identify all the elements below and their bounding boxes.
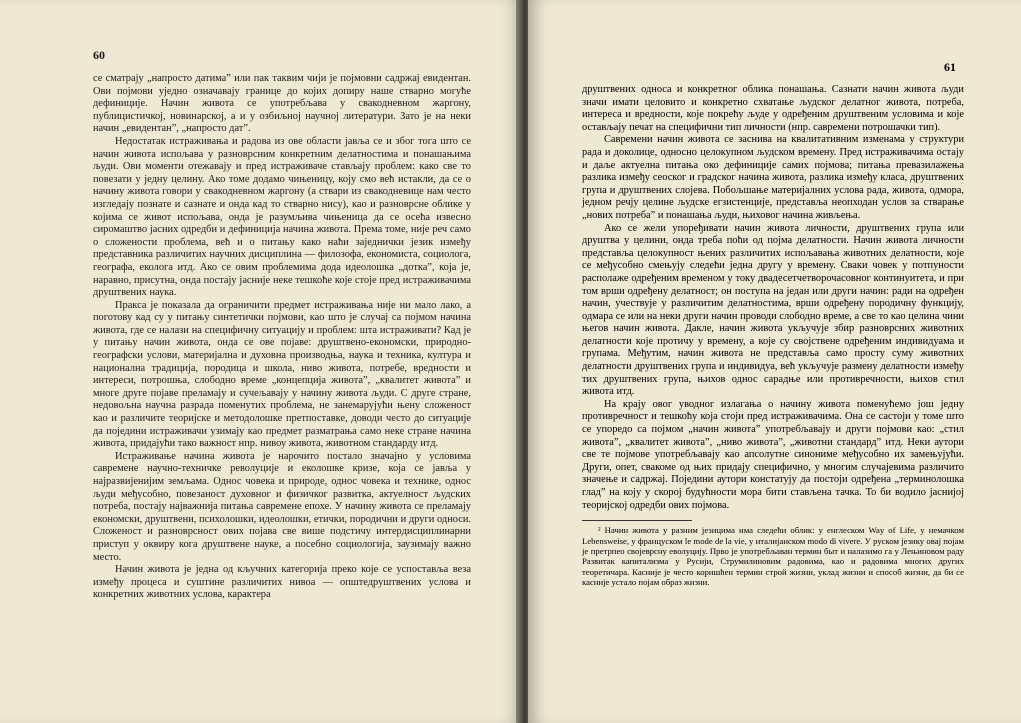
footnote: ² Начин живота у разним језицима има следећи облик: у енглеском Way of Life, у немачком Lebensweise, у француском le mode de la vie, у италијанском modo di vivere. У руском језику овај појам је претрпео својеврсну еволуцију. Прво је употребљаван термин быт и налазимо га у Лењиновом раду Развитак капитализма у Русији, Струмилиновим радовима, као и радовима многих других теоретичара. Касније је често коришћен термин строй жизни, уклад жизни и способ жизни, да би се касније устало појам образ жизни. (582, 525, 964, 588)
footnote-rule (582, 520, 692, 521)
page-number: 61 (944, 60, 956, 74)
paragraph: Истраживање начина живота је нарочито постало значајно у условима савремене научно-техничке револуције и еколошке кризе, која се јавља у најразвијенијим земљама. Однос човека и природе, однос човека и технике, однос људи међусобно, повезаност духовног и физичког развитка, актуелност људских потреба, постају најважнија питања савремене епохе. У начину живота се преламају економски, друштвени, психолошки, идеолошки, етички, породични и други односи. Сложеност и разноврсност ових појава све више подстичу интердисциплинарни приступ у оквиру кога друштвене науке, а посебно социологија, заузимају важно место. (93, 450, 471, 563)
paragraph: друштвених односа и конкретног облика понашања. Сазнати начин живота људи значи имати целовито и конкретно схватање људског делатног живота, потреба, интереса и вредности, које покрећу људе у одређеним друштвеним условима и које остављају печат на специфични тип личности (нпр. савремени потрошачки тип). (582, 84, 964, 133)
page-body (582, 84, 964, 588)
paragraph: Савремени начин живота се заснива на квалитативним изменама у структури рада и доколице, односно целокупном људском времену. Пред истраживачима остају и даље актуелна питања око дефиниције самих појмова; питања превазилажења разлика између сеоског и градског начина живота, разлика између класа, друштвених група и друштвених слојева. Побољшање материјалних услова рада, живота, одмора, једном речју целине људске егзистенције, представља неопходан услов за стварање „нових потреба” и понашања људи, њиховог начина живљења. (582, 134, 964, 221)
paragraph: се сматрају „напросто датима” или пак таквим чији је појмовни садржај евидентан. Ови појмови уједно означавају границе до којих допиру наше стварно могуће дефиниције. Начин живота се употребљава у свакодневном жаргону, публицистичкој, новинарској, а и у озбиљној научној литератури. Зато је на неки начин „евидентан”, „напросто дат”. (93, 73, 471, 135)
page-body (93, 73, 471, 602)
paragraph: Начин живота је једна од кључних категорија преко које се успоставља веза између процеса и суштине различитих нивоа — општедруштвених услова и конкретних животних услова, карактера (93, 564, 471, 601)
paragraph: Недостатак истраживања и радова из ове области јавља се и због тога што се начин живота испољава у разноврсним конкретним делатностима и понашањима људи. Ови моменти отежавају и пред истраживаче стављају проблем: како све то повезати у једну целину. Ако томе додамо чињеницу, коју смо већ истакли, да се о начину живота говори у свакодневном жаргону (а ствари из свакодневице нам често изгледају познате и сазнате и онда кад то стварно нису), као и разноврсне облике у којима се живот испољава, онда је разумљива чињеница да се осећа извесно сиромаштво јасних одредби и дефиниција начина живота. Према томе, није реч само о сложености проблема, већ и о питању како наћи заједнички језик између представника различитих научних дисциплина — филозофа, економиста, социолога, географа, еколога итд. Ако се овим проблемима дода идеолошка „дотка”, која је, наравно, присутна, онда постају јасније неке тешкоће које стоје пред истраживачима друштвених наука. (93, 135, 471, 299)
paragraph: Ако се жели упоређивати начин живота личности, друштвених група или друштва у целини, онда треба поћи од појма делатности. Начин живота личности представља целокупност њених различитих испољавања животних делатности, које се међусобно смењују следећи једна другу у времену. Сваки човек у потпуности располаже одређеним временом у току двадесетчетворочасовног континуитета, и при том врши одређену делатност; он поступа на један или други начин: ради на одређен начин, учествује у различитим делатностима, врши одређену породичну функцију, одмара се или на неки други начин проводи слободно време, а све то као целина чини његов начин живота. Дакле, начин живота укључује збир разноврсних животних делатности које протичу у времену, а које су својствене одређеним индивидуама и групама. Међутим, начин живота не представља само просту суму животних делатности друштвених група и индивидуа, већ укључује размену делатности између тих друштвених група, њихов однос сарадње или противречности, њихов стил живота итд. (582, 222, 964, 398)
page-number: 60 (93, 48, 105, 62)
paragraph: Пракса је показала да ограничити предмет истраживања није ни мало лако, а поготову кад су у питању синтетички појмови, као што је случај са појмом начина живота, где се налази на специфичну ситуацију и проблем: шта истраживати? Кад је у питању начин живота, онда се ове појаве: друштвено-економски, природно-географски услови, материјална и духовна производња, наука и техника, култура и национална традиција, породица и школа, ниво живота, потребе, вредности и интереси, потрошња, слободно време „концепција живота”, „квалитет живота” и многе друге појаве преламају и сучељавају у начину живота људи. С друге стране, недовољна научна разрада поменутих проблема, не занемарујући њену сложеност као и различите теоријске и методолошке претпоставке, доводи често до ситуације да поједини истраживачи узимају као предмет разматрања само неке стране начина живота, придајући тако важност нпр. нивоу живота, животном стандарду итд. (93, 299, 471, 450)
paragraph: На крају овог уводног излагања о начину живота поменућемо још једну противречност и тешкоћу која стоји пред истраживачима. Она се састоји у томе што се упоредо са појмом „начин живота” употребљавају и други појмови као: „стил живота”, „квалитет живота”, „ниво живота”, „животни стандард” итд. Неки аутори све те појмове употребљавају као апсолутне синониме међусобно их замењујући. Други, опет, свакоме од њих придају специфично, у многим случајевима различито значење и садржај. Поједини аутори констатују да постоји одређена „терминолошка глад” на коју у скорој будућности мора бити стављена тачка. То би водило јаснијој теоријској одредби ових појмова. (582, 398, 964, 511)
